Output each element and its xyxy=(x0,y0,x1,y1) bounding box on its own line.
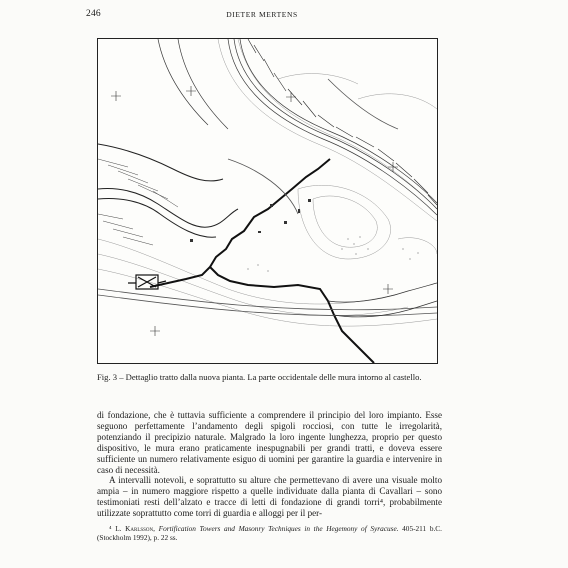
figure-caption: Fig. 3 – Dettaglio tratto dalla nuova pianta. La parte occidentale delle mura intorno al castello. xyxy=(97,372,422,382)
page-header xyxy=(86,9,438,23)
body-text xyxy=(97,410,442,519)
body-paragraph: A intervalli notevoli, e soprattutto su alture che permettevano di avere una visuale molto ampia – in numero maggiore rispetto a quelle individuate dalla pianta di Cavallari – sono testimoniati resti dell’alzato e tracce di letti di fondazione di grandi torri⁴, probabilmente utilizzate soprattutto come torri di guardia e alloggi per il per- xyxy=(97,475,442,519)
site-plan-figure xyxy=(97,38,438,364)
body-paragraph: di fondazione, che è tuttavia sufficiente a comprendere il principio del loro impianto. Esse seguono perfettamente l’andamento degli spigoli rocciosi, con tutte le irregolarità, potenziando il precipizio naturale. Malgrado la loro ingente lunghezza, proprio per questo dispositivo, le mura erano praticamente inespugnabili per grandi tratti, e doveva essere sufficiente un numero relativamente esiguo di uomini per garantire la guardia e intervenire in caso di necessità. xyxy=(97,410,442,475)
footnote xyxy=(97,524,442,543)
footnote-marker: ⁴ xyxy=(109,524,112,533)
topographic-plan-map xyxy=(98,39,437,363)
running-title: DIETER MERTENS xyxy=(226,10,298,19)
footnote-author: L. Karlsson, xyxy=(115,524,155,533)
page-number: 246 xyxy=(86,9,101,19)
footnote-title: Fortification Towers and Masonry Techniques in the Hegemony of Syracuse. xyxy=(158,524,399,533)
footnote-details: 405-211 b.C. (Stockholm 1992), p. 22 ss. xyxy=(97,524,443,543)
